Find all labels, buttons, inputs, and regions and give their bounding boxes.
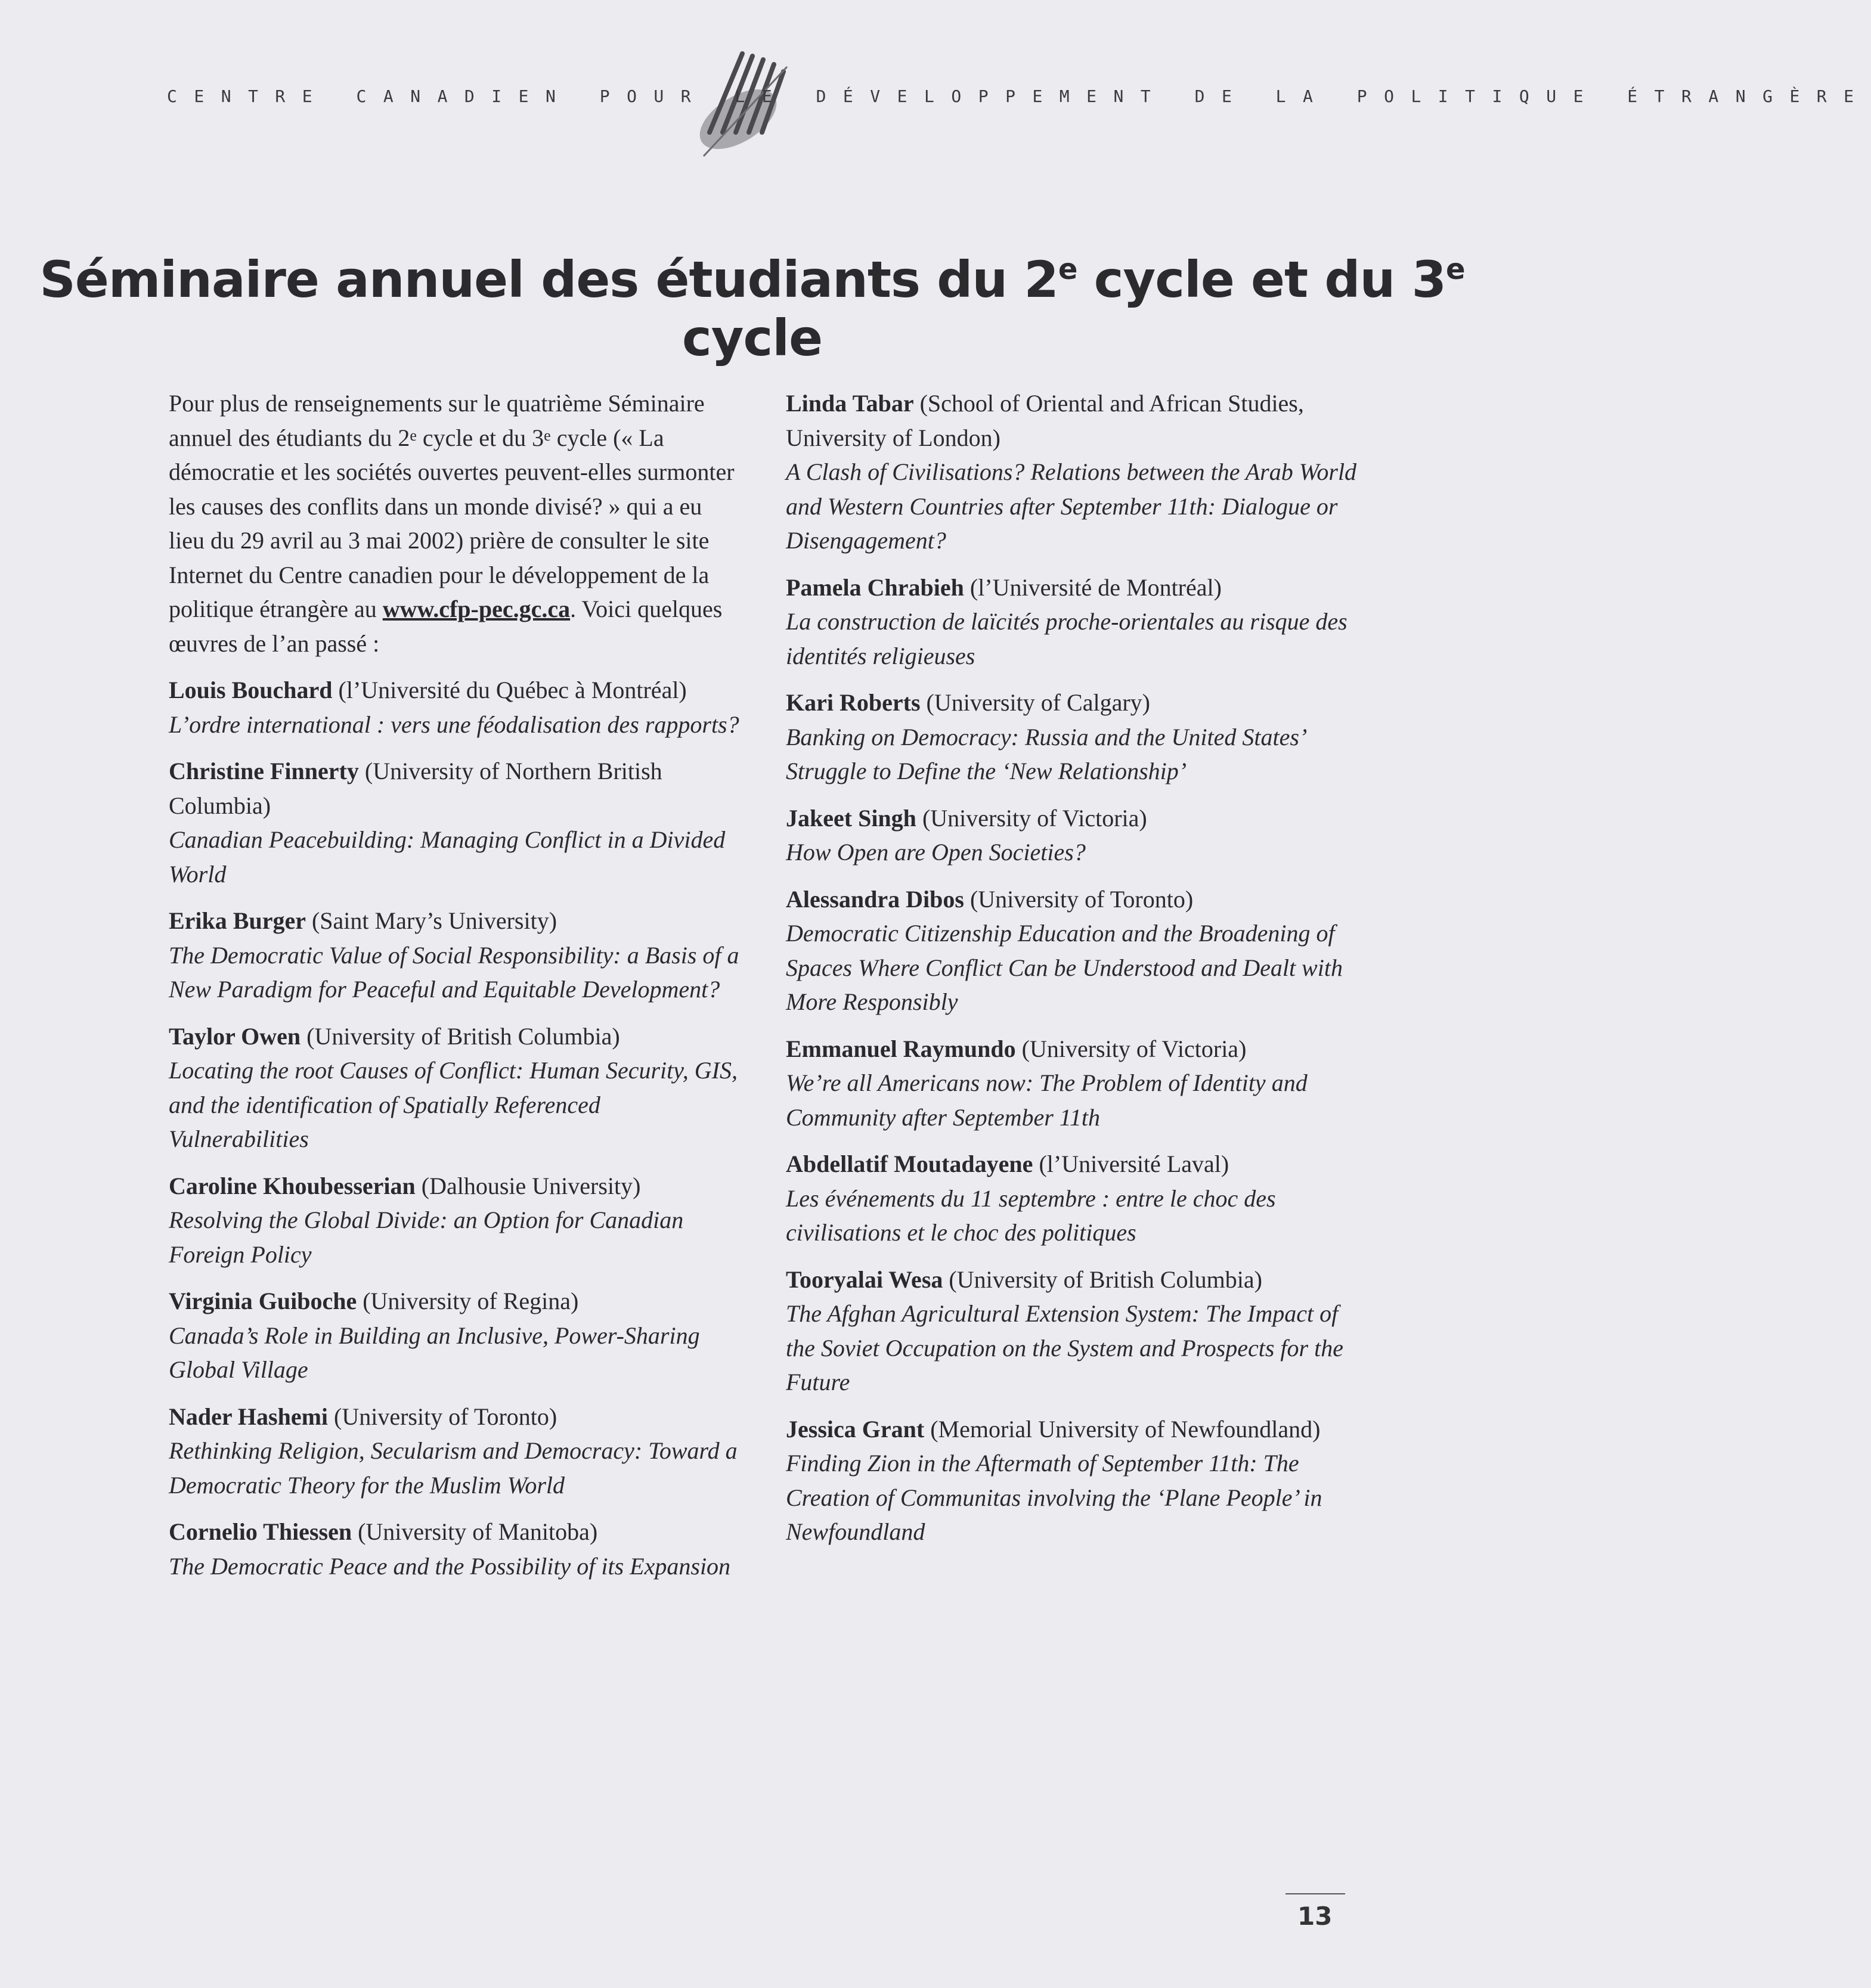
author-name: Louis Bouchard [169,677,333,703]
author-affiliation: (University of Victoria) [916,804,1147,832]
footer-rule [1285,1893,1345,1894]
work-title: Canada’s Role in Building an Inclusive, Power-Sharing Global Village [169,1322,700,1383]
work-title: We’re all Americans now: The Problem of Identity and Community after September 11th [786,1069,1308,1131]
author-name: Nader Hashemi [169,1403,329,1430]
page-title: Séminaire annuel des étudiants du 2e cycle et du 3e cycle [39,250,1465,367]
list-item [169,1019,741,1156]
author-name: Linda Tabar [786,390,914,417]
work-title: Canadian Peacebuilding: Managing Conflict in a Divided World [169,826,726,888]
work-title: Locating the root Causes of Conflict: Human Security, GIS, and the identification of Spatially Referenced Vulnerabilities [169,1057,738,1152]
organization-header: CENTRE CANADIEN POUR LE DÉVELOPPEMENT DE LA POLITIQUE ÉTRANGÈRE [167,86,1871,106]
list-item [786,386,1358,558]
author-name: Caroline Khoubesserian [169,1172,416,1199]
list-item [169,673,741,742]
work-title: The Democratic Value of Social Responsibility: a Basis of a New Paradigm for Peaceful and Equitable Development? [169,941,739,1003]
author-affiliation: (University of Calgary) [920,689,1150,716]
author-affiliation: (School of Oriental and African Studies, University of London) [786,390,1304,451]
list-item [786,686,1358,789]
author-affiliation: (l’Université du Québec à Montréal) [332,677,687,703]
author-affiliation: (Dalhousie University) [415,1172,641,1199]
author-affiliation: (l’Université Laval) [1033,1150,1229,1177]
right-column [786,386,1358,1562]
list-item [169,1284,741,1387]
list-item [786,1032,1358,1135]
author-name: Pamela Chrabieh [786,573,964,601]
author-name: Kari Roberts [786,689,921,716]
list-item [786,570,1358,674]
author-name: Tooryalai Wesa [786,1266,943,1293]
list-item [169,1400,741,1503]
page-number: 13 [1297,1902,1333,1931]
author-affiliation: (University of Manitoba) [352,1518,598,1545]
author-name: Abdellatif Moutadayene [786,1150,1033,1177]
work-title: L’ordre international : vers une féodalisation des rapports? [169,711,739,738]
work-title: The Afghan Agricultural Extension System: The Impact of the Soviet Occupation on the System and Prospects for the Future [786,1300,1343,1395]
list-item [169,1515,741,1583]
author-name: Erika Burger [169,907,306,934]
author-name: Jakeet Singh [786,804,916,832]
work-title: Democratic Citizenship Education and the Broadening of Spaces Where Conflict Can be Understood and Dealt with More Responsibly [786,920,1343,1015]
list-item [169,904,741,1007]
work-title: The Democratic Peace and the Possibility of its Expansion [169,1552,731,1580]
author-affiliation: (Saint Mary’s University) [305,907,557,934]
author-affiliation: (University of Toronto) [328,1403,557,1430]
author-affiliation: (University of Toronto) [964,885,1194,913]
list-item [786,1412,1358,1549]
work-title: How Open are Open Societies? [786,839,1086,866]
author-affiliation: (University of Regina) [357,1288,579,1314]
author-affiliation: (University of Victoria) [1015,1035,1247,1062]
author-name: Taylor Owen [169,1022,301,1050]
author-affiliation: (University of British Columbia) [301,1022,620,1050]
work-title: Les événements du 11 septembre : entre le choc des civilisations et le choc des politiques [786,1184,1276,1246]
author-name: Alessandra Dibos [786,885,964,913]
author-affiliation: (University of British Columbia) [943,1266,1262,1293]
author-name: Cornelio Thiessen [169,1518,352,1545]
list-item [169,1169,741,1272]
author-name: Emmanuel Raymundo [786,1035,1016,1062]
author-name: Virginia Guiboche [169,1288,357,1314]
list-item [786,801,1358,870]
list-item [786,1147,1358,1250]
left-column [169,386,741,1596]
author-affiliation: (University of Northern British Columbia) [169,758,662,819]
work-title: Rethinking Religion, Secularism and Democracy: Toward a Democratic Theory for the Muslim World [169,1437,738,1499]
list-item [786,1263,1358,1400]
author-name: Jessica Grant [786,1415,925,1443]
website-link[interactable]: www.cfp-pec.gc.ca [382,596,571,622]
author-affiliation: (l’Université de Montréal) [964,573,1222,601]
work-title: La construction de laïcités proche-orientales au risque des identités religieuses [786,608,1348,669]
author-name: Christine Finnerty [169,758,359,784]
author-affiliation: (Memorial University of Newfoundland) [924,1415,1321,1443]
work-title: A Clash of Civilisations? Relations between the Arab World and Western Countries after September 11th: Dialogue or Disengagement? [786,458,1357,554]
work-title: Banking on Democracy: Russia and the United States’ Struggle to Define the ‘New Relationship’ [786,723,1305,784]
list-item [169,754,741,891]
intro-paragraph: Pour plus de renseignements sur le quatrième Séminaire annuel des étudiants du 2e cycle et du 3e cycle (« La démocratie et les sociétés ouvertes peuvent-elles surmonter les causes des conflits dans un monde divisé? » qui a eu lieu du 29 avril au 3 mai 2002) prière de consulter le site Internet du Centre canadien pour le développement de la politique étrangère au www.cfp-pec.gc.ca. Voici quelques œuvres de l’an passé : [169,390,735,657]
list-item [786,882,1358,1019]
work-title: Finding Zion in the Aftermath of September 11th: The Creation of Communitas involving the ‘Plane People’ in Newfoundland [786,1450,1322,1545]
work-title: Resolving the Global Divide: an Option for Canadian Foreign Policy [169,1207,684,1268]
